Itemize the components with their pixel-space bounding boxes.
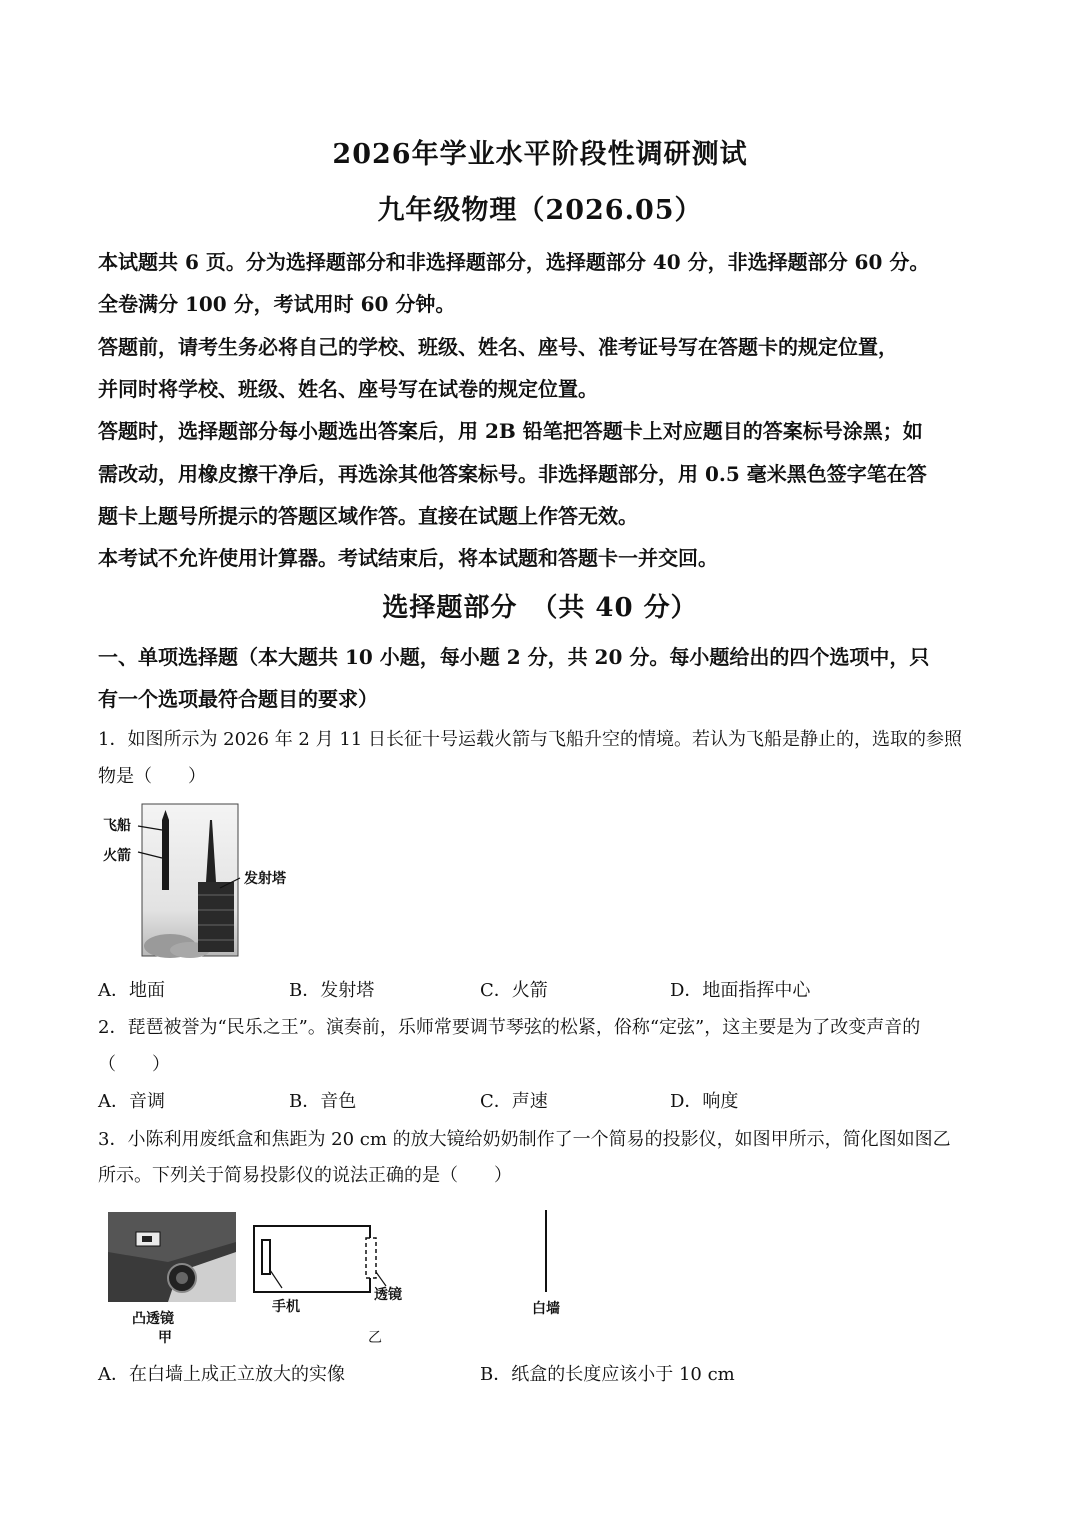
question-stem: 3．小陈利用废纸盒和焦距为 20 cm 的放大镜给奶奶制作了一个简易的投影仪，如图甲所示，简化图如图乙 xyxy=(98,1129,951,1150)
tower-label: 发射塔 xyxy=(244,871,286,887)
question-stem: （ ） xyxy=(98,1054,170,1075)
instruction-line: 全卷满分 100 分，考试用时 60 分钟。 xyxy=(98,292,456,316)
option-c[interactable]: C．声速 xyxy=(480,1091,548,1112)
question-stem: 1．如图所示为 2026 年 2 月 11 日长征十号运载火箭与飞船升空的情境。若认为飞船是静止的，选取的参照 xyxy=(98,729,962,750)
instruction-line: 需改动，用橡皮擦干净后，再选涂其他答案标号。非选择题部分，用 0.5 毫米黑色签字笔在答 xyxy=(98,462,927,486)
option-c[interactable]: C．火箭 xyxy=(480,980,548,1001)
projector-photo-figure xyxy=(108,1212,236,1302)
option-b[interactable]: B．纸盒的长度应该小于 10 cm xyxy=(480,1364,735,1385)
instruction-line: 并同时将学校、班级、姓名、座号写在试卷的规定位置。 xyxy=(98,377,598,401)
white-wall-line xyxy=(545,1210,547,1292)
question-stem: 所示。下列关于简易投影仪的说法正确的是（ ） xyxy=(98,1165,512,1186)
option-a[interactable]: A．在白墙上成正立放大的实像 xyxy=(98,1364,345,1385)
instruction-line: 答题前，请考生务必将自己的学校、班级、姓名、座号、准考证号写在答题卡的规定位置， xyxy=(98,335,898,359)
section-title: 选择题部分 （共 40 分） xyxy=(382,593,698,623)
lens-label: 透镜 xyxy=(374,1287,402,1303)
instruction-line: 本考试不允许使用计算器。考试结束后，将本试题和答题卡一并交回。 xyxy=(98,546,718,570)
part-heading: 一、单项选择题（本大题共 10 小题，每小题 2 分，共 20 分。每小题给出的四个选项中，只 xyxy=(98,645,930,669)
part-heading: 有一个选项最符合题目的要求） xyxy=(98,687,378,711)
instruction-line: 题卡上题号所提示的答题区域作答。直接在试题上作答无效。 xyxy=(98,504,638,528)
question-stem: 2．琵琶被誉为“民乐之王”。演奏前，乐师常要调节琴弦的松紧，俗称“定弦”，这主要是为了改变声音的 xyxy=(98,1017,921,1038)
exam-subtitle: 九年级物理（2026.05） xyxy=(377,195,703,226)
instruction-line: 本试题共 6 页。分为选择题部分和非选择题部分，选择题部分 40 分，非选择题部分 60 分。 xyxy=(98,250,930,274)
phone-label: 手机 xyxy=(272,1299,300,1315)
option-a[interactable]: A．音调 xyxy=(98,1091,165,1112)
figure-b-label: 乙 xyxy=(368,1330,382,1346)
exam-title: 2026年学业水平阶段性调研测试 xyxy=(332,139,748,170)
white-wall-label: 白墙 xyxy=(532,1301,560,1317)
convex-lens-label: 凸透镜 xyxy=(132,1311,174,1327)
instruction-line: 答题时，选择题部分每小题选出答案后，用 2B 铅笔把答题卡上对应题目的答案标号涂黑；如 xyxy=(98,419,923,443)
figure-a-label: 甲 xyxy=(158,1330,172,1346)
spacecraft-label: 飞船 xyxy=(103,818,131,834)
option-a[interactable]: A．地面 xyxy=(98,980,165,1001)
option-d[interactable]: D．地面指挥中心 xyxy=(670,980,811,1001)
option-b[interactable]: B．发射塔 xyxy=(289,980,375,1001)
question-stem: 物是（ ） xyxy=(98,766,206,787)
option-b[interactable]: B．音色 xyxy=(289,1091,357,1112)
option-d[interactable]: D．响度 xyxy=(670,1091,739,1112)
projector-photo xyxy=(108,1212,236,1302)
rocket-label: 火箭 xyxy=(103,848,131,864)
